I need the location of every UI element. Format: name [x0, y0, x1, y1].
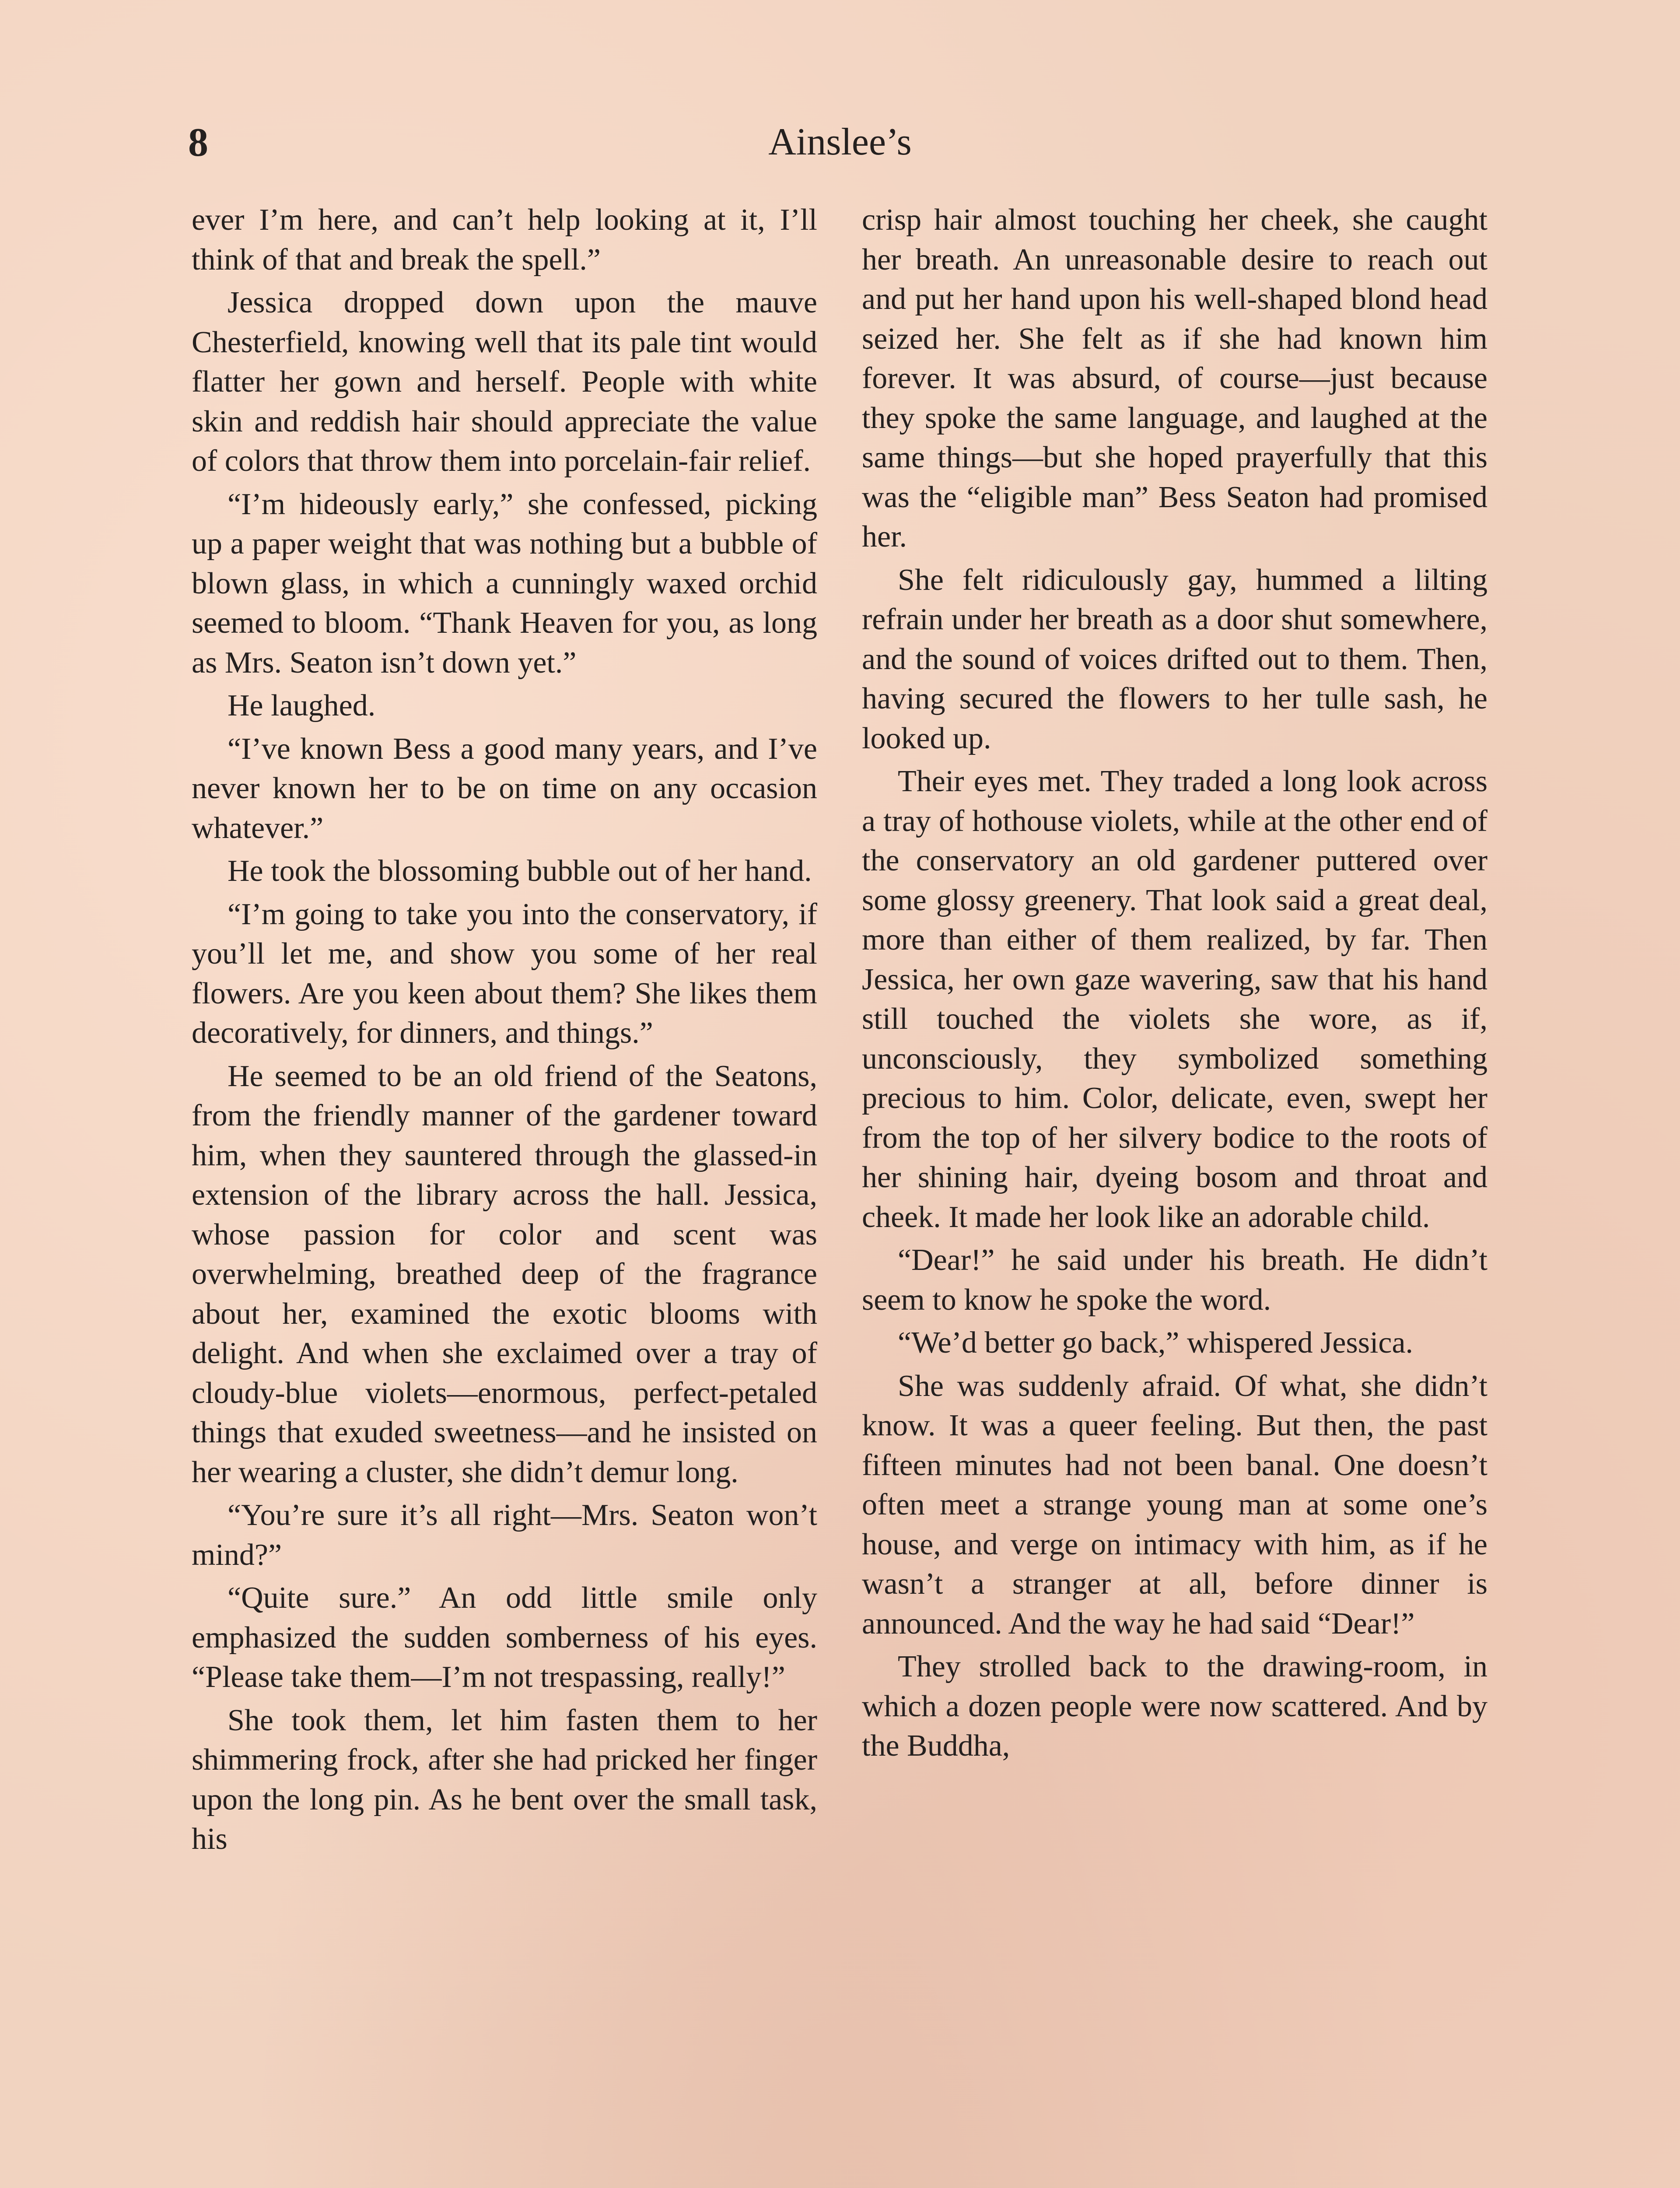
paragraph: “I’m going to take you into the conservatory, if you’ll let me, and show you some of her real flowers. Are you keen about them? She likes them decoratively, for dinners, and things.”	[192, 897, 817, 1050]
paragraph: He took the blossoming bubble out of her hand.	[228, 854, 812, 888]
running-head: Ainslee’s	[768, 121, 912, 163]
paragraph: She was suddenly afraid. Of what, she didn’t know. It was a queer feeling. But then, the past fifteen minutes had not been banal. One doesn’t often meet a strange young man at some one’s house, and verge on intimacy with him, as if he wasn’t a stranger at all, before dinner is announced. And the way he had said “Dear!”	[862, 1369, 1488, 1641]
paragraph: crisp hair almost touching her cheek, she caught her breath. An unreasonable desire to reach out and put her hand upon his well-shaped blond head seized her. She felt as if she had known him forever. It was absurd, of course—just because they spoke the same language, and laughed at the same things—but she hoped prayerfully that this was the “eligible man” Bess Seaton had promised her.	[862, 203, 1488, 554]
paragraph: She took them, let him fasten them to her shimmering frock, after she had pricked her finger upon the long pin. As he bent over the small task, his	[192, 1703, 817, 1856]
paragraph: “We’d better go back,” whispered Jessica.	[898, 1326, 1414, 1360]
paragraph: She felt ridiculously gay, hummed a lilting refrain under her breath as a door shut somewhere, and the sound of voices drifted out to them. Then, having secured the flowers to her tulle sash, he looked up.	[862, 563, 1488, 755]
text-column-left	[192, 200, 817, 1859]
paragraph: He laughed.	[228, 689, 376, 722]
page-number: 8	[188, 120, 208, 165]
paragraph: Their eyes met. They traded a long look across a tray of hothouse violets, while at the other end of the conservatory an old gardener puttered over some glossy greenery. That look said a great deal, more than either of them realized, by far. Then Jessica, her own gaze wavering, saw that his hand still touched the violets she wore, as if, unconsciously, they symbolized something precious to him. Color, delicate, even, swept her from the top of her silvery bodice to the roots of her shining hair, dyeing bosom and throat and cheek. It made her look like an adorable child.	[862, 764, 1488, 1234]
paragraph: “You’re sure it’s all right—Mrs. Seaton won’t mind?”	[192, 1498, 817, 1572]
paragraph: ever I’m here, and can’t help looking at it, I’ll think of that and break the spell.”	[192, 203, 817, 277]
paragraph: He seemed to be an old friend of the Seatons, from the friendly manner of the gardener toward him, when they sauntered through the glassed-in extension of the library across the hall. Jessica, whose passion for color and scent was overwhelming, breathed deep of the fragrance about her, examined the exotic blooms with delight. And when she exclaimed over a tray of cloudy-blue violets—enormous, perfect-petaled things that exuded sweetness—and he insisted on her wearing a cluster, she didn’t demur long.	[192, 1059, 817, 1489]
paragraph: They strolled back to the drawing-room, in which a dozen people were now scattered. And by the Buddha,	[862, 1650, 1488, 1763]
paragraph: “Quite sure.” An odd little smile only emphasized the sudden somberness of his eyes. “Please take them—I’m not trespassing, really!”	[192, 1581, 817, 1694]
paragraph: Jessica dropped down upon the mauve Chesterfield, knowing well that its pale tint would flatter her gown and herself. People with white skin and reddish hair should appreciate the value of colors that throw them into porcelain-fair relief.	[192, 286, 817, 478]
paragraph: “I’m hideously early,” she confessed, picking up a paper weight that was nothing but a bubble of blown glass, in which a cunningly waxed orchid seemed to bloom. “Thank Heaven for you, as long as Mrs. Seaton isn’t down yet.”	[192, 487, 817, 680]
paragraph: “Dear!” he said under his breath. He didn’t seem to know he spoke the word.	[862, 1243, 1488, 1317]
text-column-right	[862, 200, 1488, 1766]
page-header	[188, 118, 1492, 175]
paragraph: “I’ve known Bess a good many years, and I’ve never known her to be on time on any occasion whatever.”	[192, 732, 817, 845]
